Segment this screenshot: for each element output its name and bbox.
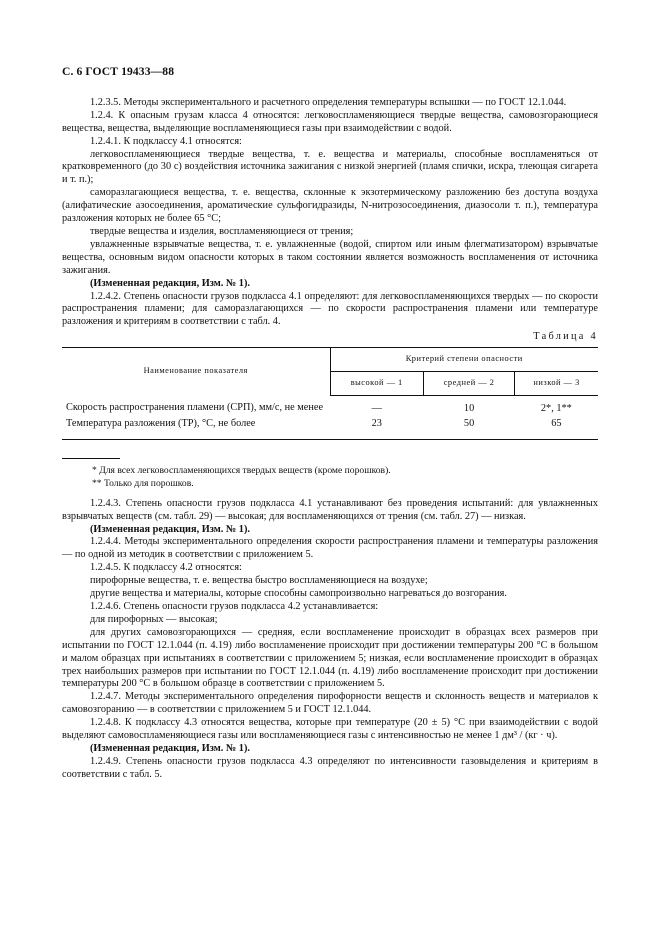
paragraph: 1.2.4.7. Методы экспериментального определения пирофорности веществ и склонность веществ и материалов к самовозгоранию — в соответствии с приложением 5 и ГОСТ 12.1.044. — [62, 691, 598, 716]
paragraph: 1.2.3.5. Методы экспериментального и расчетного определения температуры вспышки — по ГОСТ 12.1.044. — [90, 96, 567, 108]
table-header-row — [62, 348, 598, 372]
paragraph: 1.2.4.4. Методы экспериментального определения скорости распространения пламени и температуры разложения — по одной из методик в соответствии с приложением 5. — [62, 536, 598, 561]
paragraph: 1.2.4.6. Степень опасности грузов подкласса 4.2 устанавливается: — [90, 601, 379, 612]
row-label: Температура разложения (ТР), °С, не более — [66, 417, 256, 429]
amendment-note: (Измененная редакция, Изм. № 1). — [90, 277, 250, 289]
column-header-indicator: Наименование показателя — [62, 348, 330, 396]
footnote: ** Только для порошков. — [92, 477, 194, 489]
cell-high: — — [371, 402, 382, 414]
cell-low: 65 — [551, 417, 562, 429]
paragraph: 1.2.4.5. К подклассу 4.2 относятся: — [90, 562, 242, 574]
paragraph: пирофорные вещества, т. е. вещества быстро воспламеняющиеся на воздухе; — [90, 575, 428, 587]
subheader-low: низкой — 3 — [515, 372, 598, 396]
table-row — [62, 417, 598, 439]
row-label: Скорость распространения пламени (СРП), мм/с, не менее — [66, 402, 324, 414]
bottom-section — [62, 498, 598, 782]
paragraph: 1.2.4.3. Степень опасности грузов подкласса 4.1 устанавливают без проведения испытаний: для увлажненных взрывчатых веществ (см. табл. 29) — высокая; для воспламеняющихся от трения (см. табл. 27) — низкая. — [62, 497, 598, 522]
document-page — [62, 66, 598, 782]
column-group-header: Критерий степени опасности — [330, 348, 598, 372]
paragraph: другие вещества и материалы, которые способны самопроизвольно нагреваться до возгорания. — [90, 588, 507, 600]
table-4 — [62, 347, 598, 440]
table-row — [62, 395, 598, 416]
amendment-note: (Измененная редакция, Изм. № 1). — [90, 523, 250, 535]
footnote-divider — [62, 458, 120, 459]
page-header: С. 6 ГОСТ 19433—88 — [62, 65, 175, 78]
cell-high: 23 — [371, 417, 382, 429]
paragraph: легковоспламеняющиеся твердые вещества, т. е. вещества и материалы, способные воспламеняться от кратковременного (до 30 с) воздействия источника зажигания с низкой энергией (пламя спички, искра, тлеющая сигарета и т. п.); — [62, 148, 598, 186]
amendment-note: (Измененная редакция, Изм. № 1). — [90, 742, 250, 754]
paragraph: увлажненные взрывчатые вещества, т. е. увлажненные (водой, спиртом или иным флегматизатором) взрывчатые вещества, основным видом опасности которых в таком состоянии является возможность воспламенения от источника зажигания. — [62, 238, 598, 276]
paragraph: для других самовозгорающихся — средняя, если воспламенение происходит в образцах всех размеров при испытании по ГОСТ 12.1.044 (п. 4.19) либо воспламенение происходит при достижении температуры 200 °С в большом и малом образцах при испытаниях в соответствии с приложением 5; низкая, если воспламенение происходит в образцах трех наибольших размеров при испытании по ГОСТ 12.1.044 (п. 4.19) либо воспламенение происходит при достижении температуры 200 °С в большом образце в соответствии с приложением 5. — [62, 626, 598, 690]
paragraph: для пирофорных — высокая; — [90, 613, 218, 625]
cell-medium: 50 — [463, 417, 475, 429]
paragraph: 1.2.4. К опасным грузам класса 4 относятся: легковоспламеняющиеся твердые вещества, самовозгорающиеся вещества, вещества, выделяющие воспламеняющиеся газы при взаимодействии с водой. — [62, 109, 598, 134]
paragraph: 1.2.4.8. К подклассу 4.3 относятся вещества, которые при температуре (20 ± 5) °С при взаимодействии с водой выделяют самовоспламеняющиеся газы или воспламеняющиеся газы с интенсивностью не менее 1 дм³ / (кг · ч). — [62, 717, 598, 742]
top-section — [62, 97, 598, 329]
paragraph: саморазлагающиеся вещества, т. е. вещества, склонные к экзотермическому разложению без доступа воздуха (алифатические азосоединения, ароматические сульфогидразиды, N-нитрозосоединения, диазосоли т. п.), температура разложения которых не более 65 °С; — [62, 187, 598, 225]
paragraph: 1.2.4.2. Степень опасности грузов подкласса 4.1 определяют: для легковоспламеняющихся твердых — по скорости распространения пламени; для саморазлагающихся — по скорости распространения пламени или температуре разложения и критериям в соответствии с табл. 4. — [62, 290, 598, 328]
footnote: * Для всех легковоспламеняющихся твердых веществ (кроме порошков). — [92, 464, 391, 476]
paragraph: 1.2.4.9. Степень опасности грузов подкласса 4.3 определяют по интенсивности газовыделения и критериям в соответствии с табл. 5. — [62, 755, 598, 780]
paragraph: твердые вещества и изделия, воспламеняющиеся от трения; — [90, 225, 354, 237]
table-caption: Таблица 4 — [533, 331, 598, 343]
cell-low: 2*, 1** — [540, 402, 572, 414]
subheader-medium: средней — 2 — [423, 372, 514, 396]
paragraph: 1.2.4.1. К подклассу 4.1 относятся: — [90, 135, 242, 147]
subheader-high: высокой — 1 — [330, 372, 423, 396]
cell-medium: 10 — [463, 402, 475, 414]
